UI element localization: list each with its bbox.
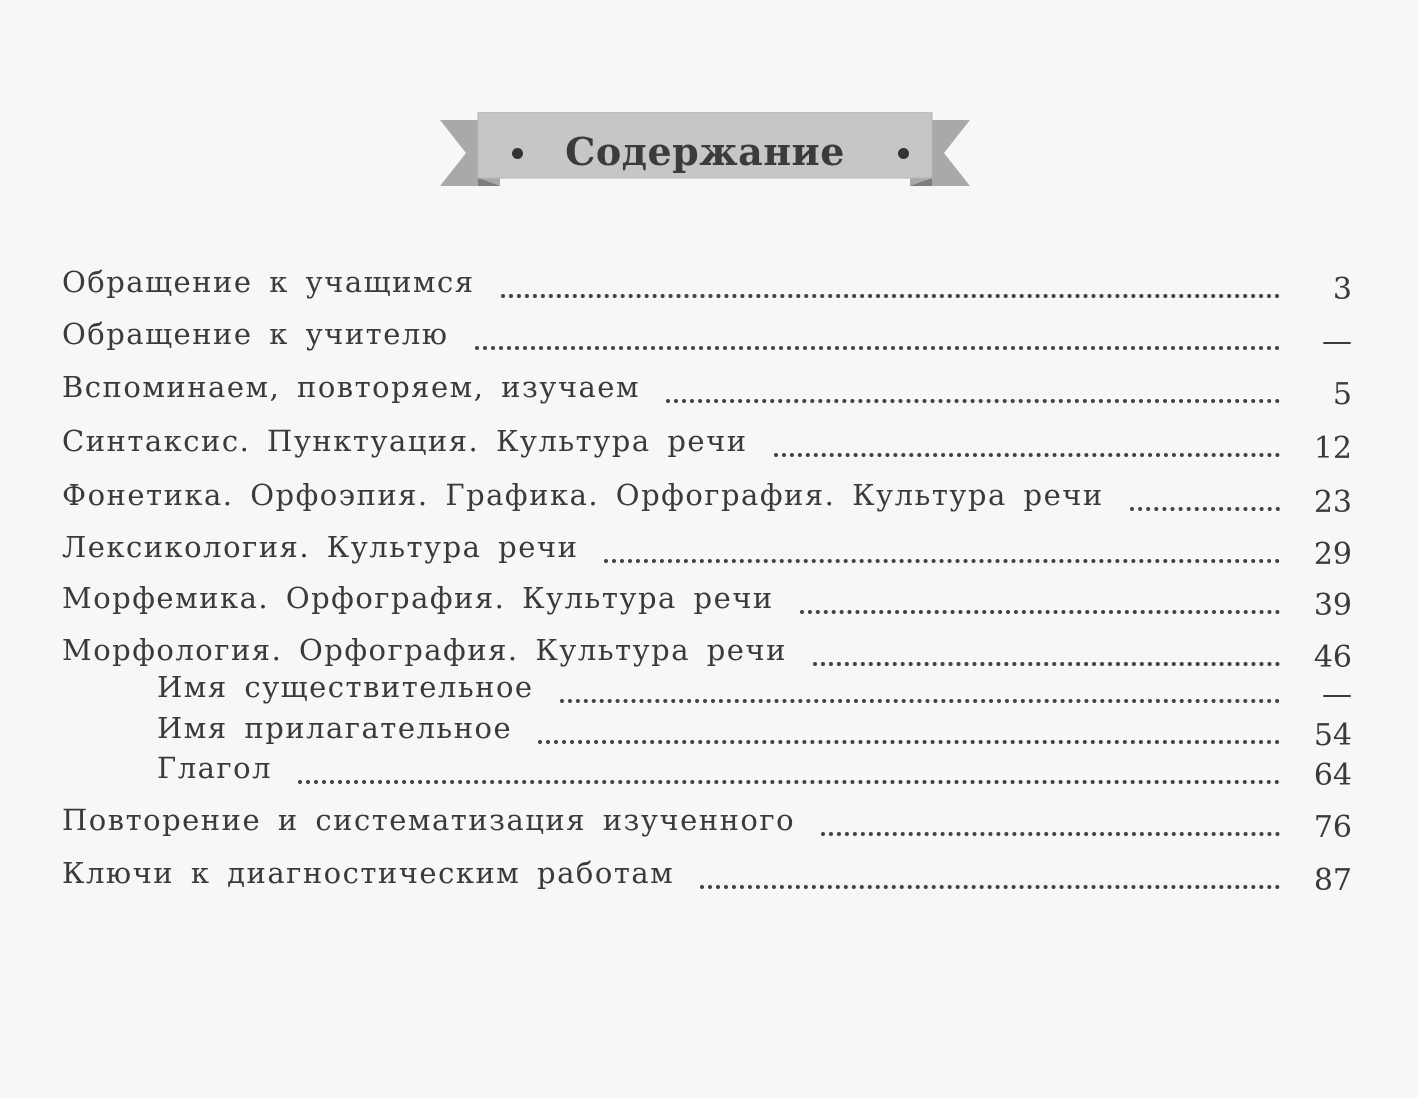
toc-entry — [62, 262, 1352, 306]
toc-page-number: — — [1322, 324, 1352, 359]
toc-leader-dots — [501, 284, 1280, 298]
toc-entry — [62, 527, 1352, 571]
toc-leader-dots — [700, 875, 1280, 889]
toc-page-number: 76 — [1313, 810, 1352, 845]
toc-leader-dots — [813, 652, 1280, 666]
toc-leader-dots — [1130, 497, 1280, 511]
toc-page-number: 39 — [1313, 588, 1352, 623]
toc-leader-dots — [774, 443, 1280, 457]
toc-entry — [62, 667, 1352, 711]
toc-entry-title: Лексикология. Культура речи — [62, 530, 579, 564]
toc-entry — [62, 314, 1352, 358]
toc-page-number: 5 — [1332, 377, 1352, 412]
toc-leader-dots — [800, 600, 1280, 614]
page-title: Содержание — [565, 129, 845, 174]
toc-entry-title: Морфемика. Орфография. Культура речи — [62, 581, 774, 615]
toc-page-number: 64 — [1313, 758, 1352, 793]
toc-entry-title: Имя прилагательное — [157, 711, 513, 745]
toc-entry-title: Морфология. Орфография. Культура речи — [62, 633, 787, 667]
toc-page-number: 3 — [1332, 272, 1352, 307]
toc-entry — [62, 853, 1352, 897]
toc-entry — [62, 800, 1352, 844]
toc-entry-title: Обращение к учителю — [62, 317, 449, 351]
toc-page-number: 87 — [1313, 863, 1352, 898]
toc-entry-title: Имя существительное — [157, 670, 534, 704]
toc-entry — [62, 475, 1352, 519]
toc-entry — [62, 367, 1352, 411]
toc-leader-dots — [666, 389, 1280, 403]
toc-leader-dots — [475, 336, 1280, 350]
toc-entry-title: Повторение и систематизация изученного — [62, 803, 796, 837]
toc-entry — [62, 748, 1352, 792]
toc-entry-title: Фонетика. Орфоэпия. Графика. Орфография. Культура речи — [62, 478, 1104, 512]
toc-page-number: 23 — [1313, 485, 1352, 520]
toc-leader-dots — [538, 730, 1280, 744]
heading-banner — [440, 112, 970, 192]
toc-leader-dots — [821, 822, 1280, 836]
toc-entry-title: Синтаксис. Пунктуация. Культура речи — [62, 424, 748, 458]
toc-leader-dots — [604, 549, 1280, 563]
toc-page-number: 54 — [1313, 718, 1352, 753]
toc-entry-title: Вспоминаем, повторяем, изучаем — [62, 370, 641, 404]
toc-page-number: 29 — [1313, 537, 1352, 572]
toc-page-number: 12 — [1313, 431, 1352, 466]
toc-page-number: 46 — [1313, 640, 1352, 675]
toc-entry — [62, 578, 1352, 622]
toc-page-number: — — [1322, 677, 1352, 712]
toc-leader-dots — [298, 770, 1280, 784]
toc-entry-title: Ключи к диагностическим работам — [62, 856, 675, 890]
toc-entry-title: Обращение к учащимся — [62, 265, 475, 299]
toc-entry — [62, 421, 1352, 465]
toc-entry-title: Глагол — [157, 751, 272, 785]
toc-entry — [62, 708, 1352, 752]
toc-leader-dots — [560, 689, 1280, 703]
